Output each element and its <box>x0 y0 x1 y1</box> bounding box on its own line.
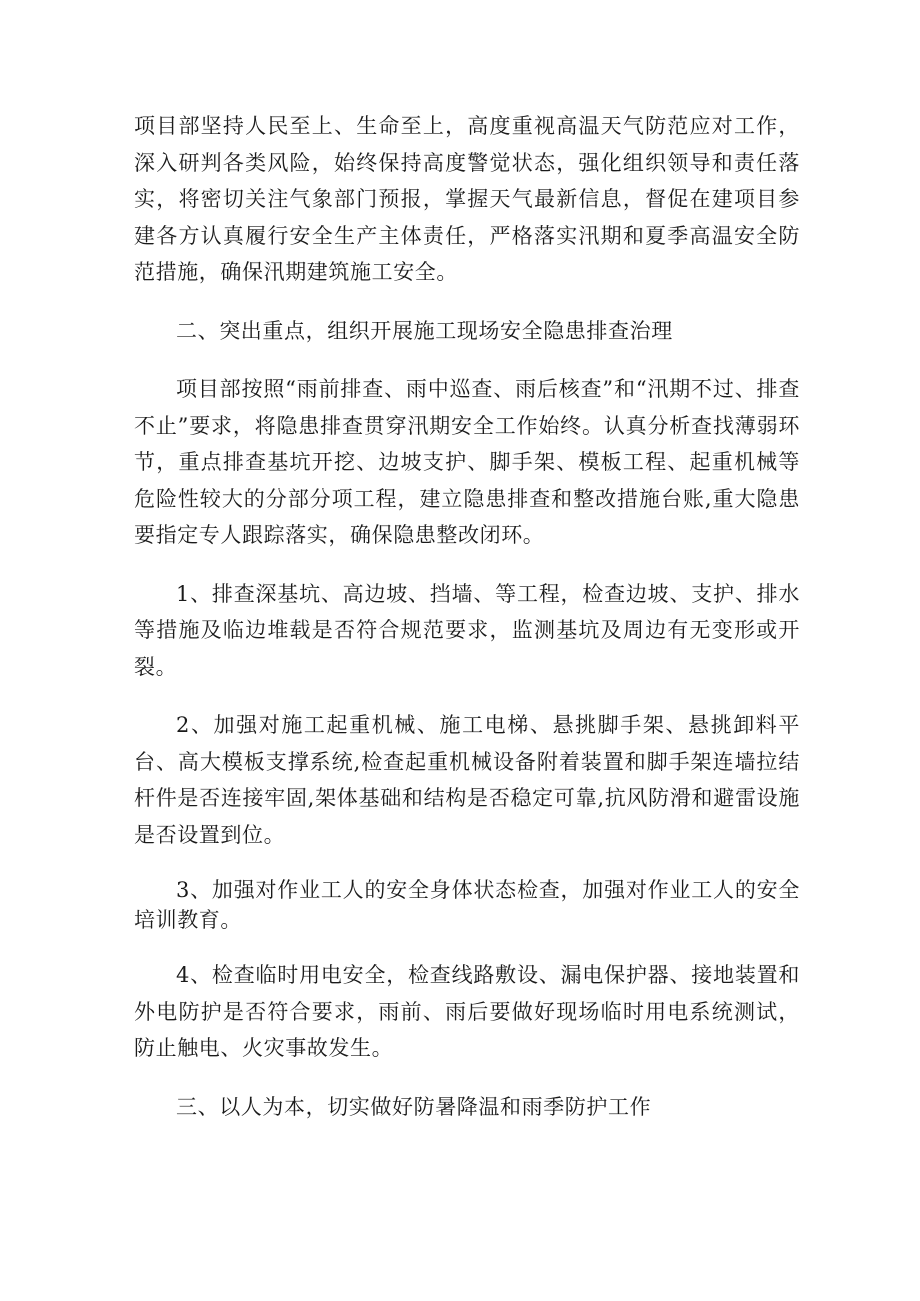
section-heading-3: 三、以人为本，切实做好防暑降温和雨季防护工作 <box>176 1094 652 1119</box>
section-heading-2: 二、突出重点，组织开展施工现场安全隐患排查治理 <box>176 318 673 343</box>
paragraph-inspection: 项目部按照“雨前排查、雨中巡查、雨后核查”和“汛期不过、排查不止”要求，将隐患排查贯穿汛期安全工作始终。认真分析查找薄弱环节，重点排查基坑开挖、边坡支护、脚手架、模板工程、起重机械等危险性较大的分部分项工程，建立隐患排查和整改措施台账,重大隐患要指定专人跟踪落实，确保隐患整改闭环。 <box>134 377 800 547</box>
list-item-1: 1、排查深基坑、高边坡、挡墙、等工程，检查边坡、支护、排水等措施及临边堆载是否符合规范要求，监测基坑及周边有无变形或开裂。 <box>134 581 800 679</box>
list-item-3: 3、加强对作业工人的安全身体状态检查，加强对作业工人的安全培训教育。 <box>134 878 800 932</box>
paragraph-intro: 项目部坚持人民至上、生命至上，高度重视高温天气防范应对工作，深入研判各类风险，始终保持高度警觉状态，强化组织领导和责任落实，将密切关注气象部门预报，掌握天气最新信息，督促在建项目参建各方认真履行安全生产主体责任，严格落实汛期和夏季高温安全防范措施，确保汛期建筑施工安全。 <box>134 114 800 284</box>
list-item-4: 4、检查临时用电安全，检查线路敷设、漏电保护器、接地装置和外电防护是否符合要求，雨前、雨后要做好现场临时用电系统测试，防止触电、火灾事故发生。 <box>134 963 800 1060</box>
list-item-2: 2、加强对施工起重机械、施工电梯、悬挑脚手架、悬挑卸料平台、高大模板支撑系统,检查起重机械设备附着装置和脚手架连墙拉结杆件是否连接牢固,架体基础和结构是否稳定可靠,抗风防滑和避雷设施是否设置到位。 <box>134 713 800 847</box>
